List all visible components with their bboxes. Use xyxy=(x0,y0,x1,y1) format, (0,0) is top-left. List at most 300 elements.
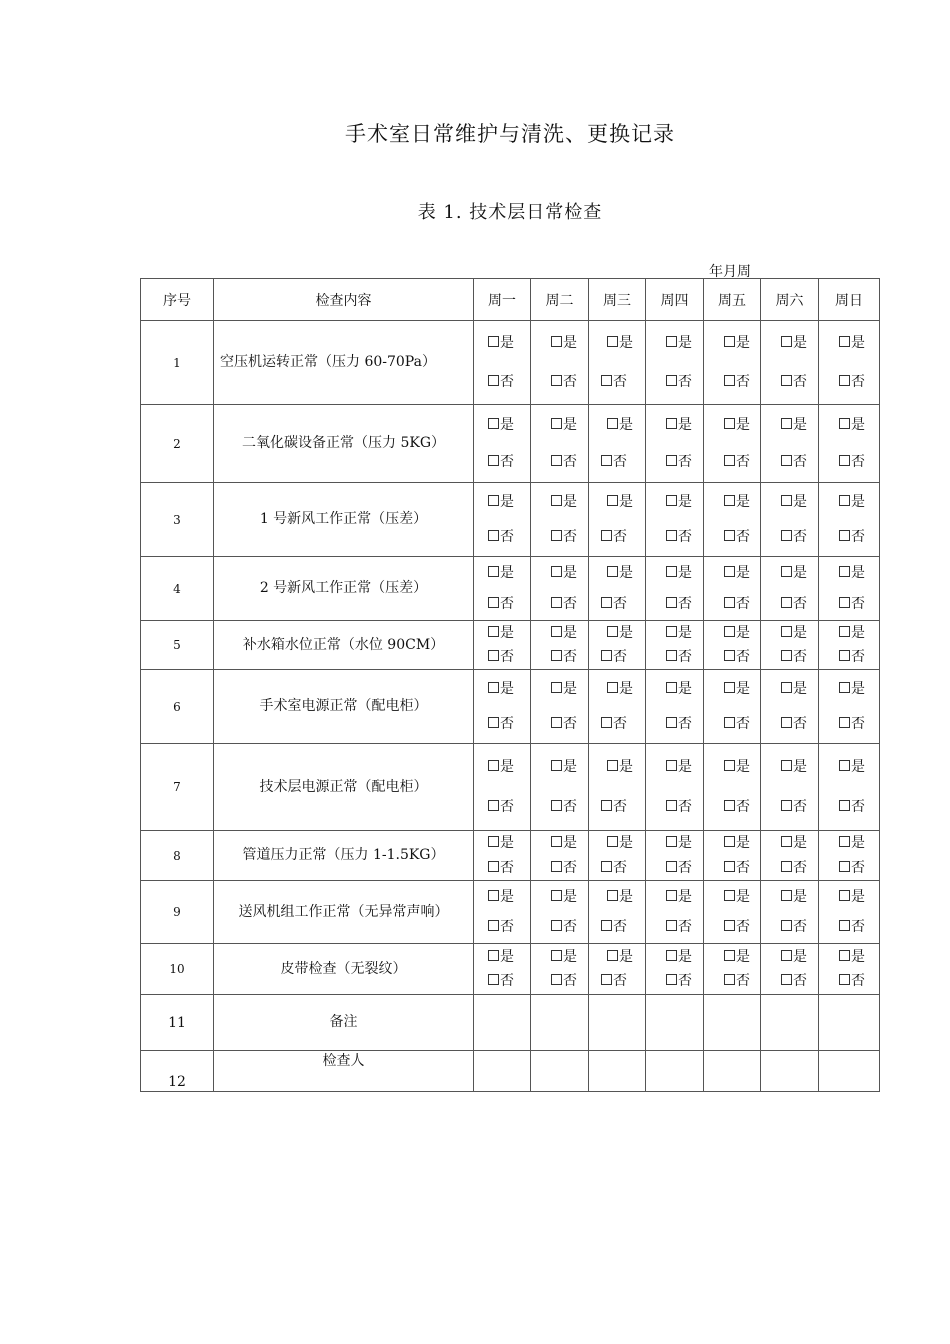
option-yes[interactable] xyxy=(781,416,818,434)
option-no[interactable] xyxy=(488,972,530,990)
option-no[interactable] xyxy=(601,595,645,613)
option-no[interactable] xyxy=(839,859,879,877)
checkbox-icon[interactable] xyxy=(839,626,850,637)
option-yes[interactable] xyxy=(488,624,530,642)
checkbox-icon[interactable] xyxy=(724,920,735,931)
option-no[interactable] xyxy=(724,918,760,936)
option-yes[interactable] xyxy=(607,834,645,852)
option-no[interactable] xyxy=(666,918,703,936)
option-no[interactable] xyxy=(724,859,760,877)
checkbox-icon[interactable] xyxy=(781,682,792,693)
checkbox-icon[interactable] xyxy=(781,455,792,466)
option-no[interactable] xyxy=(724,453,760,471)
checkbox-icon[interactable] xyxy=(666,717,677,728)
checkbox-icon[interactable] xyxy=(781,717,792,728)
option-yes[interactable] xyxy=(781,493,818,511)
checkbox-icon[interactable] xyxy=(551,597,562,608)
option-no[interactable] xyxy=(781,972,818,990)
option-yes[interactable] xyxy=(488,888,530,906)
option-no[interactable] xyxy=(601,859,645,877)
day-cell xyxy=(646,944,704,995)
checkbox-icon[interactable] xyxy=(666,974,677,985)
option-yes[interactable] xyxy=(551,493,588,511)
checkbox-icon[interactable] xyxy=(724,336,735,347)
checkbox-icon[interactable] xyxy=(666,861,677,872)
checkbox-icon[interactable] xyxy=(724,950,735,961)
option-no[interactable] xyxy=(601,918,645,936)
checkbox-icon[interactable] xyxy=(724,682,735,693)
checkbox-icon[interactable] xyxy=(781,861,792,872)
checkbox-icon[interactable] xyxy=(724,717,735,728)
checkbox-icon[interactable] xyxy=(488,950,499,961)
checkbox-icon[interactable] xyxy=(666,375,677,386)
option-no[interactable] xyxy=(488,715,530,733)
checkbox-icon[interactable] xyxy=(551,920,562,931)
checkbox-icon[interactable] xyxy=(551,950,562,961)
checkbox-icon[interactable] xyxy=(551,760,562,771)
option-yes[interactable] xyxy=(724,334,760,352)
checkbox-icon[interactable] xyxy=(781,597,792,608)
checkbox-icon[interactable] xyxy=(488,650,499,661)
option-yes[interactable] xyxy=(551,948,588,966)
checkbox-icon[interactable] xyxy=(724,890,735,901)
checkbox-icon[interactable] xyxy=(488,717,499,728)
option-no[interactable] xyxy=(601,528,645,546)
checkbox-icon[interactable] xyxy=(601,920,612,931)
option-yes[interactable] xyxy=(724,758,760,776)
checkbox-icon[interactable] xyxy=(488,890,499,901)
option-no[interactable] xyxy=(781,859,818,877)
checkbox-icon[interactable] xyxy=(601,974,612,985)
remarks-cell[interactable] xyxy=(589,995,646,1051)
checkbox-icon[interactable] xyxy=(601,717,612,728)
option-yes[interactable] xyxy=(781,834,818,852)
option-yes[interactable] xyxy=(551,680,588,698)
option-yes[interactable] xyxy=(666,416,703,434)
checkbox-icon[interactable] xyxy=(488,418,499,429)
option-no[interactable] xyxy=(666,648,703,666)
option-no[interactable] xyxy=(839,972,879,990)
checkbox-icon[interactable] xyxy=(781,920,792,931)
checkbox-icon[interactable] xyxy=(551,650,562,661)
checkbox-icon[interactable] xyxy=(488,836,499,847)
checkbox-icon[interactable] xyxy=(839,495,850,506)
option-no[interactable] xyxy=(724,528,760,546)
checkbox-icon[interactable] xyxy=(551,530,562,541)
checkbox-icon[interactable] xyxy=(781,626,792,637)
inspector-cell[interactable] xyxy=(474,1051,531,1092)
checkbox-icon[interactable] xyxy=(488,530,499,541)
checkbox-icon[interactable] xyxy=(724,836,735,847)
option-yes[interactable] xyxy=(839,834,879,852)
checkbox-icon[interactable] xyxy=(666,920,677,931)
checkbox-icon[interactable] xyxy=(601,650,612,661)
option-yes[interactable] xyxy=(666,680,703,698)
option-no[interactable] xyxy=(666,528,703,546)
checkbox-icon[interactable] xyxy=(839,530,850,541)
option-yes[interactable] xyxy=(666,334,703,352)
checkbox-icon[interactable] xyxy=(724,597,735,608)
remarks-cell[interactable] xyxy=(474,995,531,1051)
checkbox-icon[interactable] xyxy=(488,566,499,577)
checkbox-icon[interactable] xyxy=(724,495,735,506)
option-no[interactable] xyxy=(839,715,879,733)
checkbox-icon[interactable] xyxy=(839,682,850,693)
option-yes[interactable] xyxy=(666,888,703,906)
row-number: 12 xyxy=(141,1051,214,1092)
checkbox-icon[interactable] xyxy=(488,375,499,386)
option-no[interactable] xyxy=(781,373,818,391)
checkbox-icon[interactable] xyxy=(724,375,735,386)
checkbox-icon[interactable] xyxy=(551,495,562,506)
option-yes[interactable] xyxy=(724,493,760,511)
option-yes[interactable] xyxy=(488,416,530,434)
checkbox-icon[interactable] xyxy=(607,336,618,347)
option-no[interactable] xyxy=(551,595,588,613)
checkbox-icon[interactable] xyxy=(839,650,850,661)
checkbox-icon[interactable] xyxy=(724,650,735,661)
option-yes[interactable] xyxy=(724,416,760,434)
checkbox-icon[interactable] xyxy=(607,418,618,429)
checkbox-icon[interactable] xyxy=(666,950,677,961)
option-label: 否 xyxy=(613,919,627,936)
inspector-cell[interactable] xyxy=(646,1051,704,1092)
option-yes[interactable] xyxy=(839,680,879,698)
option-yes[interactable] xyxy=(666,948,703,966)
option-no[interactable] xyxy=(488,373,530,391)
remarks-cell[interactable] xyxy=(646,995,704,1051)
option-yes[interactable] xyxy=(666,624,703,642)
checkbox-icon[interactable] xyxy=(488,455,499,466)
option-yes[interactable] xyxy=(724,948,760,966)
option-no[interactable] xyxy=(551,972,588,990)
checkbox-icon[interactable] xyxy=(551,800,562,811)
checkbox-icon[interactable] xyxy=(666,760,677,771)
option-no[interactable] xyxy=(601,648,645,666)
checkbox-icon[interactable] xyxy=(488,626,499,637)
option-no[interactable] xyxy=(666,798,703,816)
option-yes[interactable] xyxy=(724,564,760,582)
option-no[interactable] xyxy=(601,453,645,471)
option-yes[interactable] xyxy=(551,564,588,582)
checkbox-icon[interactable] xyxy=(781,336,792,347)
checkbox-icon[interactable] xyxy=(551,418,562,429)
option-no[interactable] xyxy=(488,918,530,936)
option-yes[interactable] xyxy=(781,624,818,642)
checkbox-icon[interactable] xyxy=(839,375,850,386)
checkbox-icon[interactable] xyxy=(666,566,677,577)
checkbox-icon[interactable] xyxy=(781,566,792,577)
option-yes[interactable] xyxy=(781,564,818,582)
option-yes[interactable] xyxy=(666,758,703,776)
option-no[interactable] xyxy=(781,918,818,936)
checkbox-icon[interactable] xyxy=(781,836,792,847)
option-no[interactable] xyxy=(601,972,645,990)
checkbox-icon[interactable] xyxy=(781,890,792,901)
option-yes[interactable] xyxy=(781,758,818,776)
checkbox-icon[interactable] xyxy=(551,974,562,985)
option-yes[interactable] xyxy=(666,564,703,582)
option-no[interactable] xyxy=(781,528,818,546)
checkbox-icon[interactable] xyxy=(666,336,677,347)
checkbox-icon[interactable] xyxy=(839,566,850,577)
option-no[interactable] xyxy=(488,453,530,471)
checkbox-icon[interactable] xyxy=(666,836,677,847)
checkbox-icon[interactable] xyxy=(666,418,677,429)
option-yes[interactable] xyxy=(488,758,530,776)
checkbox-icon[interactable] xyxy=(724,418,735,429)
checkbox-icon[interactable] xyxy=(781,495,792,506)
option-no[interactable] xyxy=(666,859,703,877)
option-yes[interactable] xyxy=(551,888,588,906)
option-yes[interactable] xyxy=(488,334,530,352)
option-yes[interactable] xyxy=(839,334,879,352)
checkbox-icon[interactable] xyxy=(601,597,612,608)
option-no[interactable] xyxy=(551,528,588,546)
option-no[interactable] xyxy=(781,715,818,733)
option-yes[interactable] xyxy=(607,416,645,434)
checkbox-icon[interactable] xyxy=(607,760,618,771)
option-no[interactable] xyxy=(551,715,588,733)
checkbox-icon[interactable] xyxy=(781,760,792,771)
option-no[interactable] xyxy=(724,595,760,613)
checkbox-icon[interactable] xyxy=(666,650,677,661)
checkbox-icon[interactable] xyxy=(724,626,735,637)
checkbox-icon[interactable] xyxy=(666,455,677,466)
option-no[interactable] xyxy=(488,648,530,666)
checkbox-icon[interactable] xyxy=(601,375,612,386)
option-yes[interactable] xyxy=(607,493,645,511)
option-no[interactable] xyxy=(839,798,879,816)
inspector-cell[interactable] xyxy=(704,1051,761,1092)
option-yes[interactable] xyxy=(551,334,588,352)
option-no[interactable] xyxy=(839,453,879,471)
checkbox-icon[interactable] xyxy=(488,336,499,347)
option-no[interactable] xyxy=(601,798,645,816)
option-no[interactable] xyxy=(839,648,879,666)
option-no[interactable] xyxy=(488,528,530,546)
checkbox-icon[interactable] xyxy=(839,800,850,811)
option-no[interactable] xyxy=(781,595,818,613)
checkbox-icon[interactable] xyxy=(601,800,612,811)
option-yes[interactable] xyxy=(839,888,879,906)
checkbox-icon[interactable] xyxy=(724,974,735,985)
checkbox-icon[interactable] xyxy=(666,530,677,541)
checkbox-icon[interactable] xyxy=(607,626,618,637)
option-yes[interactable] xyxy=(551,624,588,642)
option-yes[interactable] xyxy=(488,493,530,511)
checkbox-icon[interactable] xyxy=(601,455,612,466)
option-yes[interactable] xyxy=(839,624,879,642)
option-no[interactable] xyxy=(781,648,818,666)
checkbox-icon[interactable] xyxy=(724,455,735,466)
checkbox-icon[interactable] xyxy=(551,566,562,577)
option-no[interactable] xyxy=(724,972,760,990)
checkbox-icon[interactable] xyxy=(551,717,562,728)
option-yes[interactable] xyxy=(839,948,879,966)
option-no[interactable] xyxy=(666,595,703,613)
checkbox-icon[interactable] xyxy=(488,760,499,771)
option-no[interactable] xyxy=(666,453,703,471)
checkbox-icon[interactable] xyxy=(839,861,850,872)
option-yes[interactable] xyxy=(724,624,760,642)
option-yes[interactable] xyxy=(781,888,818,906)
checkbox-icon[interactable] xyxy=(781,950,792,961)
option-no[interactable] xyxy=(601,373,645,391)
option-no[interactable] xyxy=(551,859,588,877)
checkbox-icon[interactable] xyxy=(781,530,792,541)
checkbox-icon[interactable] xyxy=(724,530,735,541)
option-no[interactable] xyxy=(551,918,588,936)
option-no[interactable] xyxy=(839,373,879,391)
option-yes[interactable] xyxy=(839,416,879,434)
remarks-cell[interactable] xyxy=(531,995,589,1051)
remarks-cell[interactable] xyxy=(819,995,880,1051)
option-yes[interactable] xyxy=(607,888,645,906)
checkbox-icon[interactable] xyxy=(839,418,850,429)
option-no[interactable] xyxy=(781,798,818,816)
checkbox-icon[interactable] xyxy=(839,760,850,771)
checkbox-icon[interactable] xyxy=(607,682,618,693)
option-no[interactable] xyxy=(724,648,760,666)
option-yes[interactable] xyxy=(551,834,588,852)
checkbox-icon[interactable] xyxy=(839,336,850,347)
option-yes[interactable] xyxy=(839,758,879,776)
option-yes[interactable] xyxy=(666,493,703,511)
checkbox-icon[interactable] xyxy=(551,890,562,901)
option-yes[interactable] xyxy=(607,680,645,698)
checkbox-icon[interactable] xyxy=(601,861,612,872)
option-yes[interactable] xyxy=(666,834,703,852)
checkbox-icon[interactable] xyxy=(839,455,850,466)
inspector-cell[interactable] xyxy=(761,1051,819,1092)
checkbox-icon[interactable] xyxy=(781,650,792,661)
option-yes[interactable] xyxy=(607,624,645,642)
option-no[interactable] xyxy=(724,373,760,391)
checkbox-icon[interactable] xyxy=(839,836,850,847)
checkbox-icon[interactable] xyxy=(607,495,618,506)
option-yes[interactable] xyxy=(781,334,818,352)
option-yes[interactable] xyxy=(551,758,588,776)
checkbox-icon[interactable] xyxy=(666,626,677,637)
option-yes[interactable] xyxy=(488,680,530,698)
option-no[interactable] xyxy=(666,373,703,391)
checkbox-icon[interactable] xyxy=(781,800,792,811)
checkbox-icon[interactable] xyxy=(839,717,850,728)
remarks-cell[interactable] xyxy=(704,995,761,1051)
day-cell xyxy=(646,831,704,881)
checkbox-icon[interactable] xyxy=(666,682,677,693)
option-yes[interactable] xyxy=(839,493,879,511)
checkbox-icon[interactable] xyxy=(551,455,562,466)
option-no[interactable] xyxy=(488,798,530,816)
option-no[interactable] xyxy=(488,859,530,877)
checkbox-icon[interactable] xyxy=(666,800,677,811)
checkbox-icon[interactable] xyxy=(607,890,618,901)
checkbox-icon[interactable] xyxy=(551,336,562,347)
option-no[interactable] xyxy=(839,918,879,936)
option-no[interactable] xyxy=(488,595,530,613)
checkbox-icon[interactable] xyxy=(724,861,735,872)
option-no[interactable] xyxy=(839,528,879,546)
option-yes[interactable] xyxy=(781,680,818,698)
option-no[interactable] xyxy=(839,595,879,613)
checkbox-icon[interactable] xyxy=(488,920,499,931)
option-no[interactable] xyxy=(724,798,760,816)
checkbox-icon[interactable] xyxy=(488,861,499,872)
checkbox-icon[interactable] xyxy=(724,800,735,811)
checkbox-icon[interactable] xyxy=(488,682,499,693)
option-no[interactable] xyxy=(551,798,588,816)
option-yes[interactable] xyxy=(607,758,645,776)
option-yes[interactable] xyxy=(488,834,530,852)
checkbox-icon[interactable] xyxy=(839,920,850,931)
option-no[interactable] xyxy=(724,715,760,733)
checkbox-icon[interactable] xyxy=(724,760,735,771)
inspector-cell[interactable] xyxy=(531,1051,589,1092)
option-no[interactable] xyxy=(601,715,645,733)
option-no[interactable] xyxy=(781,453,818,471)
option-yes[interactable] xyxy=(724,834,760,852)
option-yes[interactable] xyxy=(724,888,760,906)
checkbox-icon[interactable] xyxy=(781,418,792,429)
option-no[interactable] xyxy=(551,453,588,471)
checkbox-icon[interactable] xyxy=(724,566,735,577)
option-no[interactable] xyxy=(551,373,588,391)
checkbox-icon[interactable] xyxy=(488,597,499,608)
day-cell xyxy=(704,744,761,831)
option-no[interactable] xyxy=(551,648,588,666)
option-no[interactable] xyxy=(666,715,703,733)
checkbox-icon[interactable] xyxy=(488,974,499,985)
option-yes[interactable] xyxy=(488,948,530,966)
checkbox-icon[interactable] xyxy=(781,974,792,985)
remarks-cell[interactable] xyxy=(761,995,819,1051)
option-yes[interactable] xyxy=(607,334,645,352)
checkbox-icon[interactable] xyxy=(551,861,562,872)
checkbox-icon[interactable] xyxy=(551,836,562,847)
checkbox-icon[interactable] xyxy=(839,597,850,608)
inspector-cell[interactable] xyxy=(819,1051,880,1092)
checkbox-icon[interactable] xyxy=(601,530,612,541)
option-yes[interactable] xyxy=(839,564,879,582)
inspector-cell[interactable] xyxy=(589,1051,646,1092)
checkbox-icon[interactable] xyxy=(607,950,618,961)
checkbox-icon[interactable] xyxy=(781,375,792,386)
option-no[interactable] xyxy=(666,972,703,990)
checkbox-icon[interactable] xyxy=(666,495,677,506)
option-yes[interactable] xyxy=(607,948,645,966)
checkbox-icon[interactable] xyxy=(551,375,562,386)
checkbox-icon[interactable] xyxy=(839,950,850,961)
checkbox-icon[interactable] xyxy=(488,800,499,811)
checkbox-icon[interactable] xyxy=(607,836,618,847)
option-yes[interactable] xyxy=(607,564,645,582)
checkbox-icon[interactable] xyxy=(666,597,677,608)
option-yes[interactable] xyxy=(781,948,818,966)
checkbox-icon[interactable] xyxy=(839,974,850,985)
option-yes[interactable] xyxy=(488,564,530,582)
option-yes[interactable] xyxy=(551,416,588,434)
checkbox-icon[interactable] xyxy=(488,495,499,506)
checkbox-icon[interactable] xyxy=(551,626,562,637)
checkbox-icon[interactable] xyxy=(666,890,677,901)
checkbox-icon[interactable] xyxy=(551,682,562,693)
checkbox-icon[interactable] xyxy=(839,890,850,901)
checkbox-icon[interactable] xyxy=(607,566,618,577)
day-cell xyxy=(704,621,761,670)
option-yes[interactable] xyxy=(724,680,760,698)
